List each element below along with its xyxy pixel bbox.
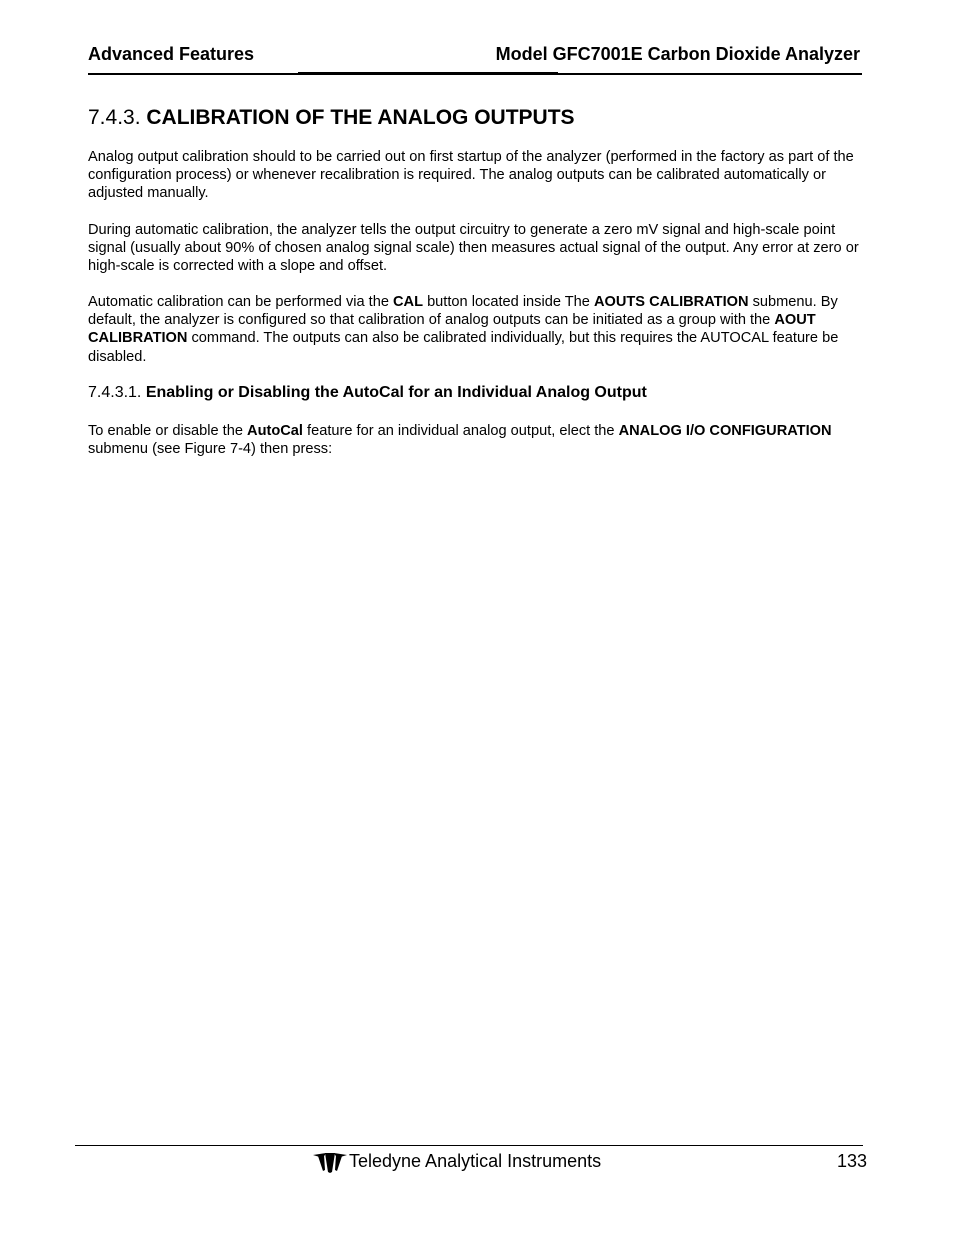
subsection-heading xyxy=(88,384,647,402)
teledyne-logo-icon xyxy=(312,1150,348,1174)
autocal-term: AutoCal xyxy=(247,423,303,439)
section-title: CALIBRATION OF THE ANALOG OUTPUTS xyxy=(146,106,575,129)
text-run: feature for an individual analog output, elect the xyxy=(302,423,619,439)
text-run: command. The outputs can also be calibrated individually, but this requires the AUTOCAL feature be disabled. xyxy=(88,330,839,365)
section-heading xyxy=(88,106,575,130)
text-run: To enable or disable the xyxy=(88,423,248,439)
cal-term: CAL xyxy=(393,294,424,310)
footer-divider xyxy=(75,1145,863,1146)
analog-io-configuration-term: ANALOG I/O CONFIGURATION xyxy=(618,423,832,439)
paragraph-cal-button xyxy=(88,293,868,366)
footer-company-name: Teledyne Analytical Instruments xyxy=(349,1151,602,1171)
text-run: submenu (see Figure 7-4) then press: xyxy=(88,441,333,458)
header-chapter-title: Advanced Features xyxy=(88,44,255,64)
header-divider xyxy=(88,73,862,75)
header-document-title: Model GFC7001E Carbon Dioxide Analyzer xyxy=(495,44,860,64)
paragraph-intro: Analog output calibration should to be carried out on first startup of the analyzer (performed in the factory as part of the configuration process) or whenever recalibration is required. The analog outputs can be calibrated automatically or adjusted manually. xyxy=(88,149,854,202)
paragraph-enable-autocal xyxy=(88,422,868,458)
text-run: Automatic calibration can be performed via the xyxy=(88,294,394,310)
subsection-number: 7.4.3.1. xyxy=(88,384,142,401)
aout-calibration-term: AOUT CALIBRATION xyxy=(88,312,816,347)
page-number: 133 xyxy=(836,1151,867,1171)
subsection-title: Enabling or Disabling the AutoCal for an Individual Analog Output xyxy=(145,384,647,401)
paragraph-automatic-calibration: During automatic calibration, the analyzer tells the output circuitry to generate a zero mV signal and high-scale point signal (usually about 90% of chosen analog signal scale) then measures actual signal of the output. Any error at zero or high-scale is corrected with a slope and offset. xyxy=(88,222,859,275)
aouts-calibration-term: AOUTS CALIBRATION xyxy=(593,294,749,310)
text-run: submenu. By default, the analyzer is configured so that calibration of analog outputs can be initiated as a group with the xyxy=(88,294,838,329)
text-run: button located inside The xyxy=(423,294,594,310)
section-number: 7.4.3. xyxy=(88,106,141,129)
